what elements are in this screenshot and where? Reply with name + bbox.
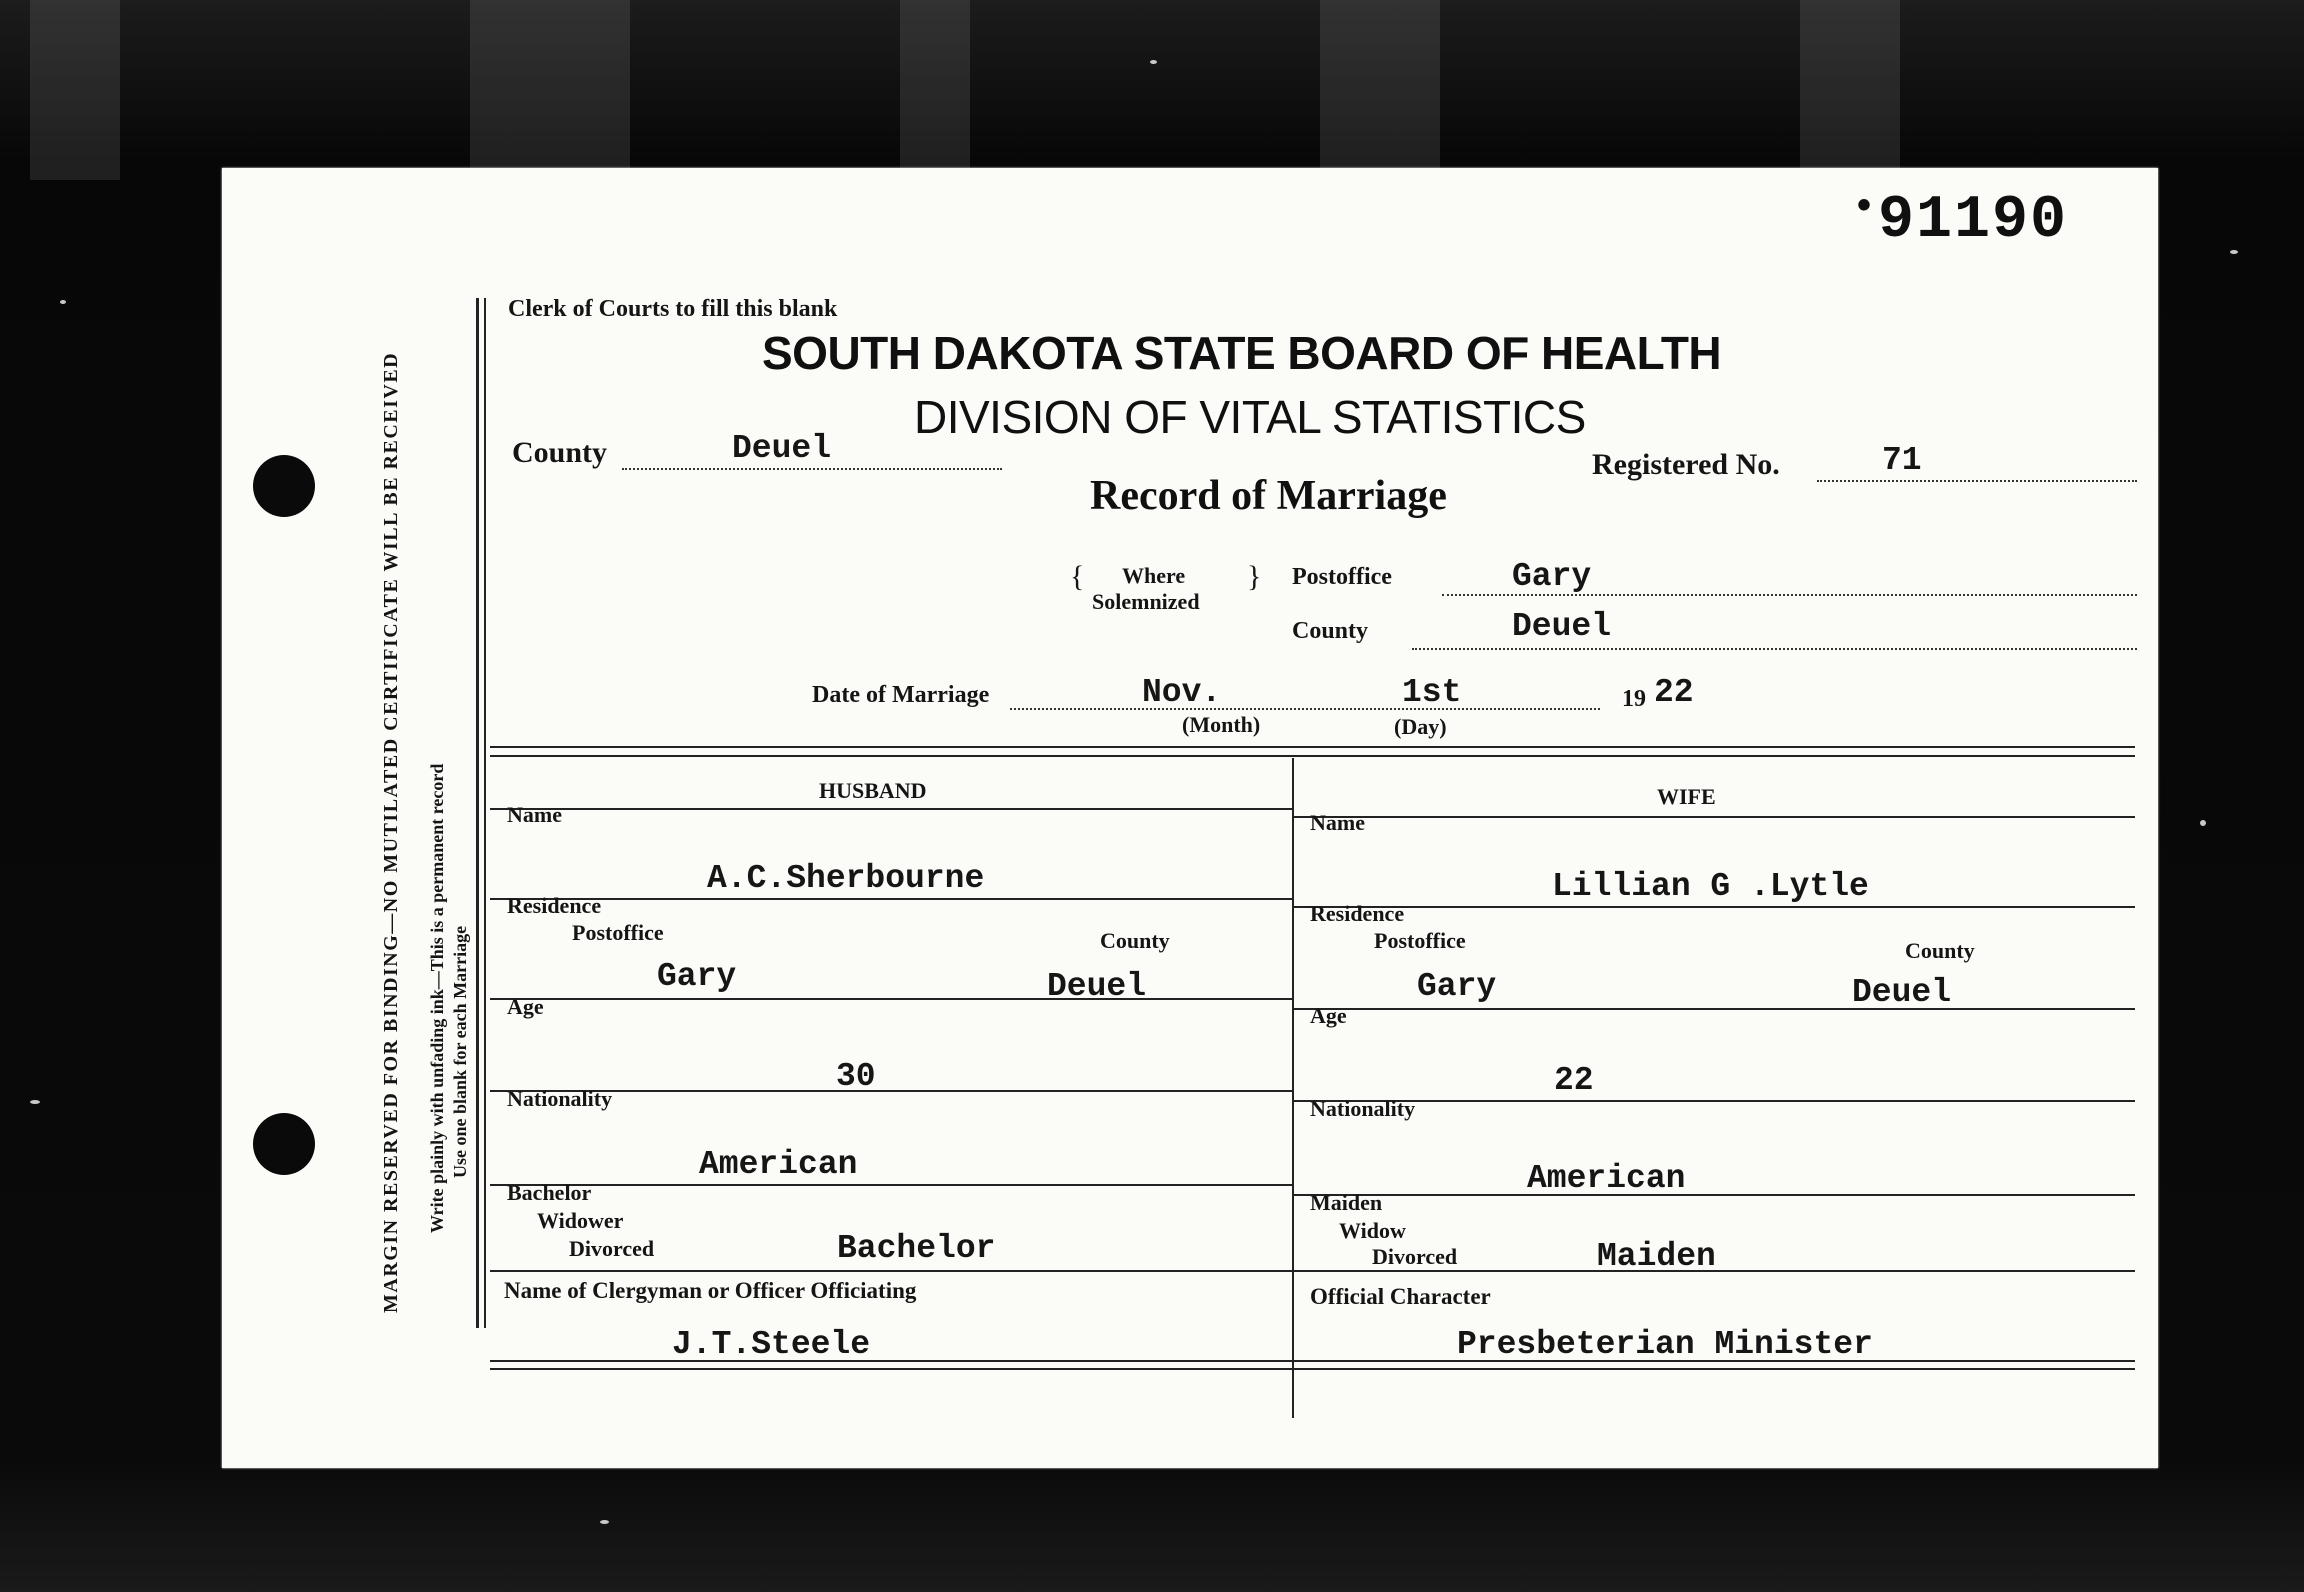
wife-postoffice-label: Postoffice [1374,928,1466,953]
registered-line [1817,480,2137,482]
husband-status-label-1: Bachelor [507,1180,592,1205]
table-bottom-rule [490,1360,2135,1362]
county-label: County [512,436,608,469]
solemnized-postoffice-value: Gary [1512,558,1592,595]
registered-label: Registered No. [1592,448,1780,481]
county-line [622,468,1002,470]
date-day: 1st [1402,674,1462,711]
husband-status-label-3: Divorced [569,1236,655,1261]
division-heading: DIVISION OF VITAL STATISTICS [914,391,1586,443]
date-label: Date of Marriage [812,682,990,708]
officiant-character-label: Official Character [1310,1284,1491,1309]
row-rule [1294,1100,2135,1102]
husband-county-label: County [1100,928,1170,953]
serial-number-value: 91190 [1878,187,2069,255]
row-rule [490,998,1292,1000]
wife-nationality-label: Nationality [1310,1096,1416,1121]
officiant-character: Presbeterian Minister [1457,1326,1873,1363]
husband-residence-label: Residence [507,893,602,918]
county-value: Deuel [732,430,832,467]
solemnized-county-label: County [1292,618,1369,644]
date-year-prefix: 19 [1622,686,1646,712]
wife-age: 22 [1554,1062,1594,1099]
date-day-label: (Day) [1394,714,1447,739]
wife-name-label: Name [1310,810,1365,835]
punch-hole [253,1113,315,1175]
wife-age-label: Age [1310,1003,1347,1028]
wife-postoffice: Gary [1417,968,1497,1005]
date-line [1010,708,1600,710]
film-streak [470,0,630,180]
serial-number [1852,186,2068,255]
date-month: Nov. [1142,674,1222,711]
husband-age-label: Age [507,994,544,1019]
film-speck [2230,250,2238,254]
row-rule [1294,1008,2135,1010]
officiant-name-label: Name of Clergyman or Officer Officiating [504,1278,917,1303]
wife-status-label-2: Widow [1339,1218,1406,1243]
row-rule [490,1184,1292,1186]
table-top-rule [490,755,2135,757]
margin-rule [476,298,479,1328]
row-rule [490,808,1292,810]
punch-hole [253,455,315,517]
film-speck [60,300,66,304]
margin-blank-note: Use one blank for each Marriage [450,925,470,1178]
wife-heading: WIFE [1657,784,1716,809]
table-top-rule [490,746,2135,748]
wife-status-label-1: Maiden [1310,1190,1383,1215]
husband-nationality: American [699,1146,858,1183]
officiant-name: J.T.Steele [672,1326,871,1363]
row-rule [1294,816,2135,818]
wife-status: Maiden [1597,1238,1716,1275]
wife-name: Lillian G .Lytle [1552,868,1869,905]
husband-heading: HUSBAND [819,778,927,803]
wife-county: Deuel [1852,974,1952,1011]
where-label: Where [1122,563,1186,588]
husband-status: Bachelor [837,1230,996,1267]
serial-mark: • [1852,186,1879,231]
husband-name-label: Name [507,802,562,827]
row-rule [1294,906,2135,908]
wife-residence-label: Residence [1310,901,1405,926]
film-streak [1800,0,1900,180]
wife-nationality: American [1527,1160,1686,1197]
date-year: 22 [1654,674,1694,711]
wife-status-label-3: Divorced [1372,1244,1458,1269]
film-streak [1320,0,1440,180]
husband-name: A.C.Sherbourne [707,860,985,897]
film-speck [600,1520,609,1524]
row-rule [490,898,1292,900]
margin-binding-note: MARGIN RESERVED FOR BINDING—NO MUTILATED CERTIFICATE WILL BE RECEIVED [380,351,402,1313]
husband-status-label-2: Widower [537,1208,624,1233]
film-speck [30,1100,40,1104]
husband-postoffice-label: Postoffice [572,920,664,945]
solemnized-county-value: Deuel [1512,608,1612,645]
husband-age: 30 [836,1058,876,1095]
brace-close: } [1247,560,1262,593]
husband-postoffice: Gary [657,958,737,995]
table-divider [1292,758,1294,1418]
brace-open: { [1070,560,1085,593]
film-speck [1150,60,1157,64]
row-rule [490,1270,2135,1272]
solemnized-county-line [1412,648,2137,650]
margin-ink-note: Write plainly with unfading ink—This is a permanent record [427,763,447,1233]
row-rule [1294,1194,2135,1196]
record-title: Record of Marriage [1090,473,1447,519]
solemnized-postoffice-label: Postoffice [1292,564,1392,590]
film-streak [30,0,120,180]
film-speck [2200,820,2206,826]
table-bottom-rule [490,1368,2135,1370]
margin-rule [484,298,486,1328]
husband-county: Deuel [1047,968,1147,1005]
clerk-note: Clerk of Courts to fill this blank [508,296,838,322]
date-month-label: (Month) [1182,712,1261,737]
husband-nationality-label: Nationality [507,1086,613,1111]
wife-county-label: County [1905,938,1975,963]
registered-value: 71 [1882,442,1922,479]
board-heading: SOUTH DAKOTA STATE BOARD OF HEALTH [762,327,1722,379]
film-streak [900,0,970,180]
solemnized-label: Solemnized [1092,589,1200,614]
marriage-record-card [222,168,2158,1468]
